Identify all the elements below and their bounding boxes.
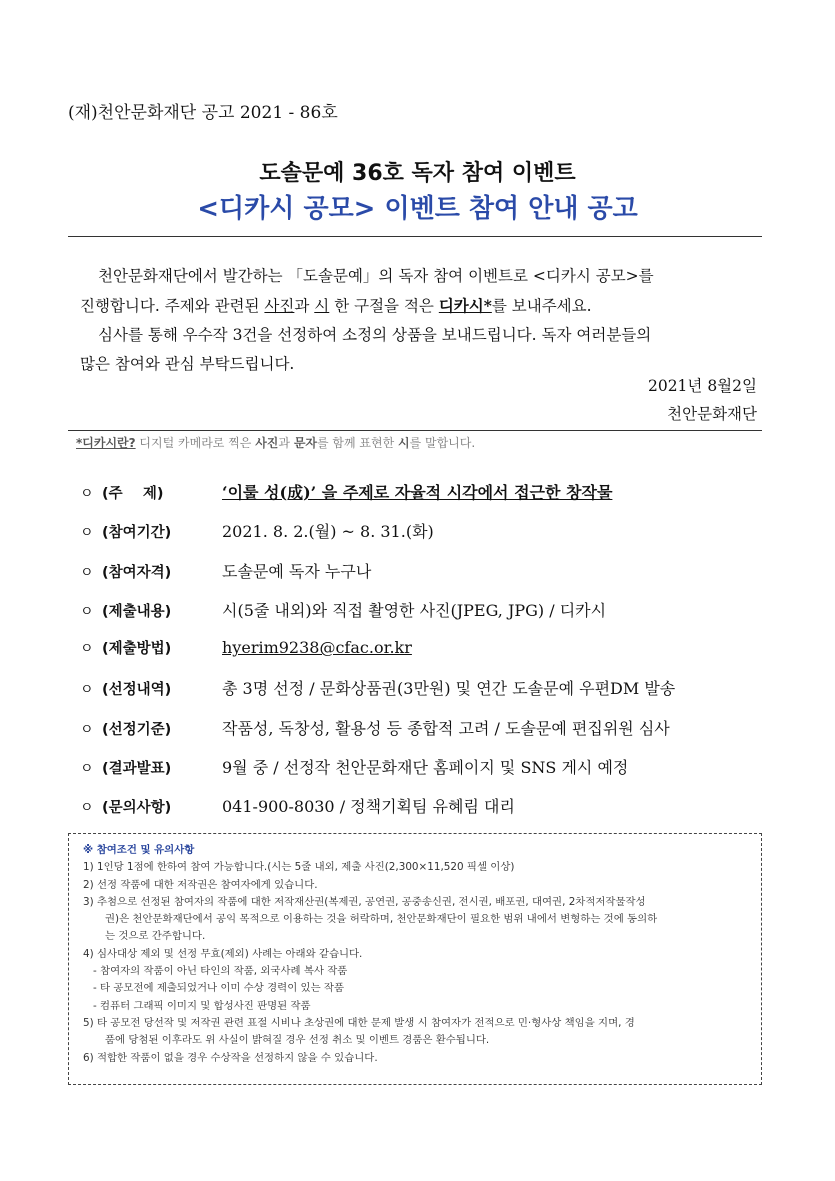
- condition-item: 권)은 천안문화재단에서 공익 목적으로 이용하는 것을 허락하며, 천안문화재단이 필요한 범위 내에서 변형하는 것에 동의하: [105, 913, 658, 926]
- title-divider: [68, 236, 762, 237]
- condition-subitem: - 타 공모전에 제출되었거나 이미 수상 경력이 있는 작품: [93, 982, 344, 995]
- intro-line: 천안문화재단에서 발간하는 「도솔문예」의 독자 참여 이벤트로 <디카시 공모>를: [98, 267, 654, 285]
- notice-number: (재)천안문화재단 공고 2021 - 86호: [68, 103, 338, 123]
- condition-item: 2) 선정 작품에 대한 저작권은 참여자에게 있습니다.: [83, 878, 318, 891]
- condition-item: 1) 1인당 1점에 한하여 참여 가능합니다.(시는 5줄 내외, 제출 사진(2,300×11,520 픽셀 이상): [83, 861, 515, 874]
- info-item-period: ㅇ (참여기간) 2021. 8. 2.(월) ~ 8. 31.(화): [80, 522, 434, 542]
- page-subtitle: <디카시 공모> 이벤트 참여 안내 공고: [197, 194, 638, 224]
- conditions-title: ※ 참여조건 및 유의사항: [83, 844, 195, 856]
- intro-text: [80, 262, 756, 379]
- intro-line: 진행합니다. 주제와 관련된 사진과 시 한 구절을 적은 디카시*를 보내주세요.: [80, 296, 592, 315]
- condition-item: 4) 심사대상 제외 및 선정 무효(제외) 사례는 아래와 같습니다.: [83, 947, 363, 960]
- info-item-eligibility: ㅇ (참여자격) 도솔문예 독자 누구나: [80, 561, 372, 581]
- info-item-contact: ㅇ (문의사항) 041-900-8030 / 정책기획팀 유혜림 대리: [80, 797, 515, 817]
- issuer-name: 천안문화재단: [667, 405, 757, 423]
- info-list: [80, 480, 780, 834]
- notice-date: 2021년 8월2일: [647, 377, 757, 395]
- section-divider: [68, 430, 762, 431]
- condition-item: 6) 적합한 작품이 없을 경우 수상작을 선정하지 않을 수 있습니다.: [83, 1051, 378, 1064]
- info-item-criteria: ㅇ (선정기준) 작품성, 독창성, 활용성 등 종합적 고려 / 도솔문예 편집위원 심사: [80, 718, 670, 738]
- page-title: 도솔문예 36호 독자 참여 이벤트: [259, 161, 576, 186]
- condition-item: 3) 추첨으로 선정된 참여자의 작품에 대한 저작재산권(복제권, 공연권, 공중송신권, 전시권, 배포권, 대여권, 2차적저작물작성: [83, 895, 646, 908]
- info-item-announcement: ㅇ (결과발표) 9월 중 / 선정작 천안문화재단 홈페이지 및 SNS 게시 예정: [80, 758, 629, 778]
- email-link[interactable]: hyerim9238@cfac.or.kr: [222, 638, 412, 658]
- conditions-box: [68, 833, 762, 1085]
- condition-item: 5) 타 공모전 당선작 및 저작권 관련 표절 시비나 초상권에 대한 문제 발생 시 참여자가 전적으로 민·형사상 책임을 지며, 경: [83, 1016, 635, 1029]
- info-item-prize: ㅇ (선정내역) 총 3명 선정 / 문화상품권(3만원) 및 연간 도솔문예 우편DM 발송: [80, 679, 676, 699]
- info-item-submission-method: ㅇ (제출방법) hyerim9238@cfac.or.kr: [80, 637, 780, 676]
- dicasi-definition: *디카시란? 디지털 카메라로 찍은 사진과 문자를 함께 표현한 시를 말합니다.: [76, 436, 476, 450]
- date-block: [648, 372, 757, 428]
- info-item-submission-content: ㅇ (제출내용) 시(5줄 내외)와 직접 촬영한 사진(JPEG, JPG) / 디카시: [80, 600, 607, 620]
- condition-item: 는 것으로 간주합니다.: [105, 930, 206, 943]
- condition-subitem: - 참여자의 작품이 아닌 타인의 작품, 외국사례 복사 작품: [93, 965, 348, 978]
- intro-line: 심사를 통해 우수작 3건을 선정하여 소정의 상품을 보내드립니다. 독자 여러분들의: [98, 326, 652, 344]
- intro-line: 많은 참여와 관심 부탁드립니다.: [80, 355, 295, 373]
- condition-subitem: - 컴퓨터 그래픽 이미지 및 합성사진 판명된 작품: [93, 999, 311, 1012]
- condition-item: 품에 당첨된 이후라도 위 사실이 밝혀질 경우 선정 취소 및 이벤트 경품은 환수됩니다.: [105, 1034, 490, 1047]
- info-item-theme: ㅇ (주 제) ‘이룰 성(成)’ 을 주제로 자율적 시각에서 접근한 창작물: [80, 483, 613, 502]
